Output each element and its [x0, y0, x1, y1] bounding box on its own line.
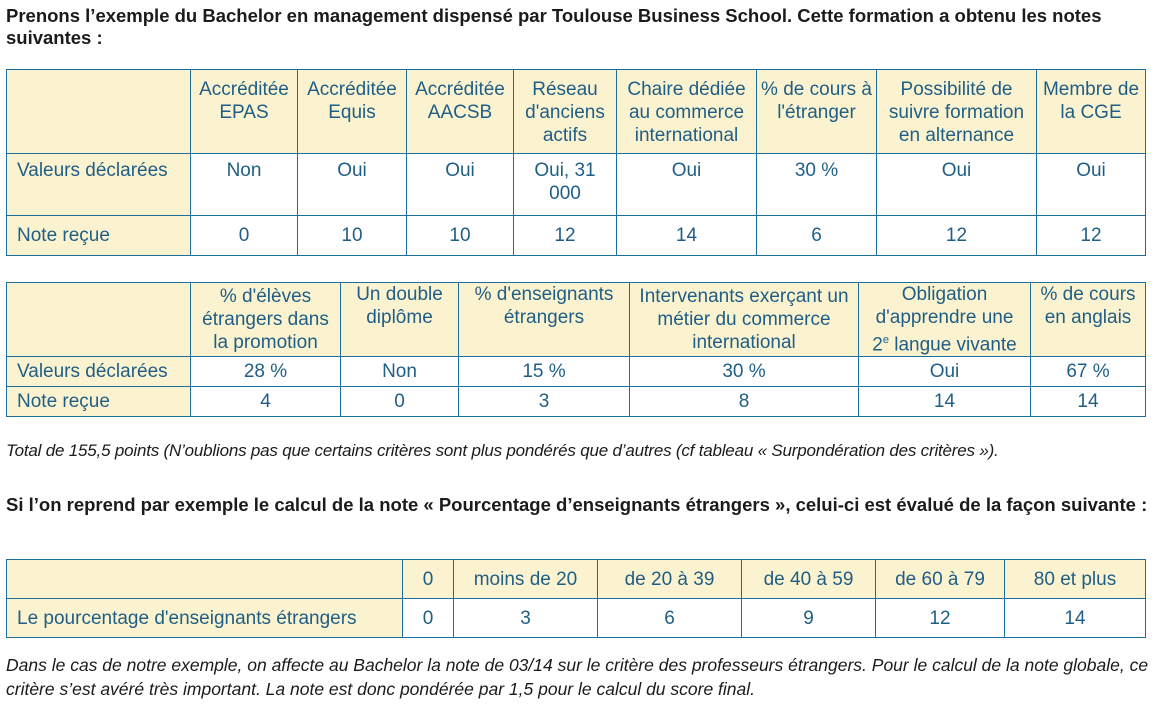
ordinal-number: 2	[872, 334, 883, 356]
header-cell: 80 et plus	[1005, 560, 1146, 599]
header-cell: % de cours à l'étranger	[757, 70, 877, 154]
header-cell: Réseau d'anciens actifs	[514, 70, 617, 154]
header-cell: Intervenants exerçant un métier du commerce international	[630, 283, 859, 357]
corner-cell	[7, 283, 191, 357]
note-cell: 0	[341, 387, 459, 417]
header-cell: Chaire dédiée au commerce international	[617, 70, 757, 154]
grading-scale-table	[6, 559, 1146, 638]
value-cell: 12	[876, 599, 1005, 638]
total-note: Total de 155,5 points (N’oublions pas que certains critères sont plus pondérés que d’autres (cf tableau « Surpondération des critères »).	[6, 441, 999, 460]
value-cell: Oui	[617, 154, 757, 216]
note-cell: 10	[407, 216, 514, 256]
note-cell: 10	[298, 216, 407, 256]
note-cell: 0	[191, 216, 298, 256]
header-cell: 0	[403, 560, 454, 599]
table-row	[7, 599, 1146, 638]
note-cell: 12	[514, 216, 617, 256]
note-cell: 3	[459, 387, 630, 417]
header-cell: % d'enseignants étrangers	[459, 283, 630, 357]
value-cell: Oui	[298, 154, 407, 216]
table-header-row	[7, 70, 1146, 154]
value-cell: Oui	[859, 357, 1031, 387]
ordinal-suffix: e	[882, 334, 889, 346]
value-cell: Non	[191, 154, 298, 216]
value-cell: Oui	[407, 154, 514, 216]
final-note: Dans le cas de notre exemple, on affecte au Bachelor la note de 03/14 sur le critère des professeurs étrangers. Pour le calcul de la note globale, ce critère s’est avéré très important. La note est donc pondérée par 1,5 pour le calcul du score final.	[6, 655, 1149, 699]
row-label: Le pourcentage d'enseignants étrangers	[7, 599, 403, 638]
row-label: Valeurs déclarées	[7, 357, 191, 387]
header-cell: Accréditée Equis	[298, 70, 407, 154]
value-cell: 0	[403, 599, 454, 638]
value-cell: 30 %	[757, 154, 877, 216]
note-cell: 12	[877, 216, 1037, 256]
value-cell: Oui	[1037, 154, 1146, 216]
value-cell: 67 %	[1031, 357, 1146, 387]
value-cell: 28 %	[191, 357, 341, 387]
header-cell: moins de 20	[454, 560, 598, 599]
header-cell	[859, 283, 1031, 357]
table-row	[7, 154, 1146, 216]
header-cell: de 40 à 59	[742, 560, 876, 599]
table-row	[7, 357, 1146, 387]
header-cell: de 60 à 79	[876, 560, 1005, 599]
header-cell: % d'élèves étrangers dans la promotion	[191, 283, 341, 357]
table-row	[7, 387, 1146, 417]
header-cell: Un double diplôme	[341, 283, 459, 357]
corner-cell	[7, 70, 191, 154]
table-header-row	[7, 283, 1146, 357]
note-cell: 12	[1037, 216, 1146, 256]
note-cell: 6	[757, 216, 877, 256]
row-label: Valeurs déclarées	[7, 154, 191, 216]
value-cell: 14	[1005, 599, 1146, 638]
corner-cell	[7, 560, 403, 599]
header-text: Obligation d'apprendre une	[875, 284, 1014, 328]
row-label: Note reçue	[7, 387, 191, 417]
header-cell: Membre de la CGE	[1037, 70, 1146, 154]
header-cell: Accréditée AACSB	[407, 70, 514, 154]
header-cell: % de cours en anglais	[1031, 283, 1146, 357]
note-cell: 14	[1031, 387, 1146, 417]
value-cell: Non	[341, 357, 459, 387]
scores-table-1	[6, 69, 1146, 256]
value-cell: 3	[454, 599, 598, 638]
row-label: Note reçue	[7, 216, 191, 256]
value-cell: 6	[598, 599, 742, 638]
table-row	[7, 216, 1146, 256]
value-cell: Oui	[877, 154, 1037, 216]
intro-paragraph: Prenons l’exemple du Bachelor en management dispensé par Toulouse Business School. Cette formation a obtenu les notes suivantes :	[6, 5, 1102, 48]
value-cell: 15 %	[459, 357, 630, 387]
value-cell: Oui, 31 000	[514, 154, 617, 216]
value-cell: 30 %	[630, 357, 859, 387]
header-cell: de 20 à 39	[598, 560, 742, 599]
value-cell: 9	[742, 599, 876, 638]
note-cell: 14	[859, 387, 1031, 417]
note-cell: 4	[191, 387, 341, 417]
note-cell: 8	[630, 387, 859, 417]
table-header-row	[7, 560, 1146, 599]
header-cell: Possibilité de suivre formation en alternance	[877, 70, 1037, 154]
scores-table-2	[6, 282, 1146, 417]
note-cell: 14	[617, 216, 757, 256]
header-cell: Accréditée EPAS	[191, 70, 298, 154]
header-text-tail: langue vivante	[888, 334, 1017, 356]
intro-paragraph-2: Si l’on reprend par exemple le calcul de la note « Pourcentage d’enseignants étrangers », celui-ci est évalué de la façon suivante :	[6, 494, 1148, 515]
